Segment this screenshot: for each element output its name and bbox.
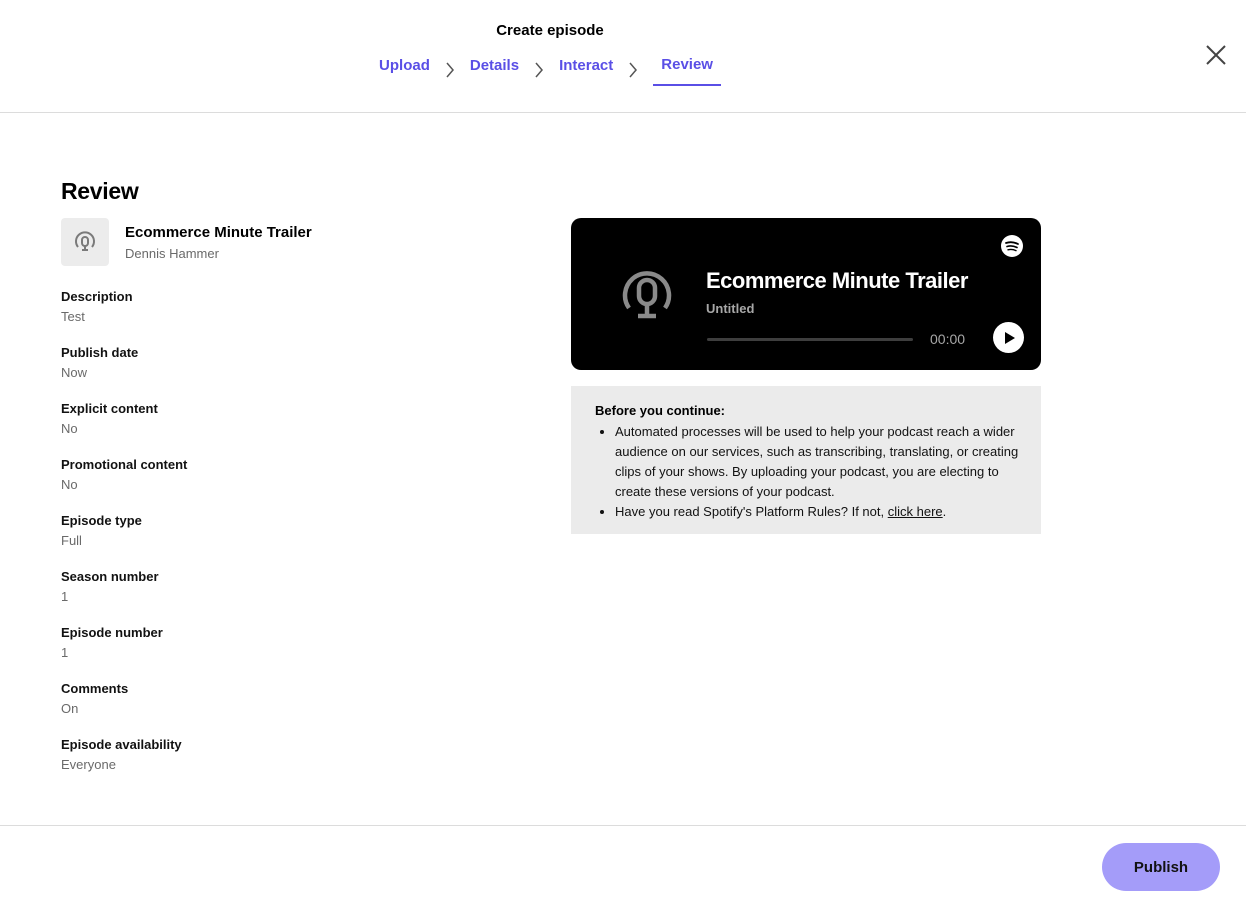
notice-item-suffix: . [942, 504, 947, 519]
step-review[interactable]: Review [653, 56, 721, 86]
podcast-icon [61, 218, 109, 266]
field-value: On [61, 701, 79, 716]
field-promotional-content [61, 457, 461, 513]
step-upload[interactable]: Upload [379, 56, 430, 74]
spotify-icon [1001, 235, 1023, 257]
play-icon [1002, 331, 1016, 345]
platform-rules-link[interactable]: click here [887, 504, 943, 519]
field-label: Season number [61, 569, 159, 584]
footer [0, 825, 1246, 900]
player-episode-title: Ecommerce Minute Trailer [706, 268, 968, 293]
episode-summary [61, 218, 312, 266]
notice-list [595, 422, 1021, 522]
field-value: No [61, 421, 78, 436]
field-label: Episode number [61, 625, 163, 640]
notice-item [615, 502, 1021, 522]
field-label: Promotional content [61, 457, 188, 472]
podcast-icon [617, 264, 677, 324]
field-episode-type [61, 513, 461, 569]
field-label: Publish date [61, 345, 139, 360]
field-publish-date [61, 345, 461, 401]
chevron-right-icon [621, 60, 645, 82]
field-value: 1 [61, 645, 69, 660]
field-label: Explicit content [61, 401, 158, 416]
publish-button[interactable]: Publish [1102, 843, 1220, 891]
field-value: Test [61, 309, 85, 324]
header [0, 0, 1246, 113]
field-value: No [61, 477, 78, 492]
review-heading: Review [61, 178, 139, 204]
step-details[interactable]: Details [469, 56, 520, 74]
step-interact[interactable]: Interact [559, 56, 614, 74]
field-value: Now [61, 365, 88, 380]
close-icon[interactable] [1203, 42, 1229, 68]
player-show-name: Untitled [706, 301, 755, 316]
episode-author: Dennis Hammer [125, 246, 219, 261]
episode-title: Ecommerce Minute Trailer [125, 224, 312, 241]
episode-player-preview [571, 218, 1041, 370]
page-title: Create episode [496, 22, 604, 39]
field-label: Episode type [61, 513, 142, 528]
notice-item-text: Have you read Spotify's Platform Rules? If not, [615, 504, 888, 519]
chevron-right-icon [527, 60, 551, 82]
field-value: Full [61, 533, 82, 548]
field-episode-availability [61, 737, 461, 793]
before-you-continue-notice [571, 386, 1041, 534]
player-time: 00:00 [930, 331, 966, 347]
notice-title: Before you continue: [595, 403, 726, 418]
field-description [61, 289, 461, 345]
field-value: 1 [61, 589, 69, 604]
field-label: Comments [61, 681, 129, 696]
player-progress-bar[interactable] [707, 338, 913, 341]
play-button[interactable] [993, 322, 1024, 353]
chevron-right-icon [438, 60, 462, 82]
field-comments [61, 681, 461, 737]
field-label: Description [61, 289, 133, 304]
field-value: Everyone [61, 757, 116, 772]
field-season-number [61, 569, 461, 625]
review-fields [61, 289, 461, 793]
field-explicit-content [61, 401, 461, 457]
field-label: Episode availability [61, 737, 182, 752]
step-nav [0, 56, 1100, 86]
notice-item: • Automated processes will be used to help your podcast reach a wider audience on our services, such as transcribing, translating, or creating clips of your shows. By uploading your podcast, you are electing to create these versions of your podcast. [615, 422, 1021, 502]
field-episode-number [61, 625, 461, 681]
